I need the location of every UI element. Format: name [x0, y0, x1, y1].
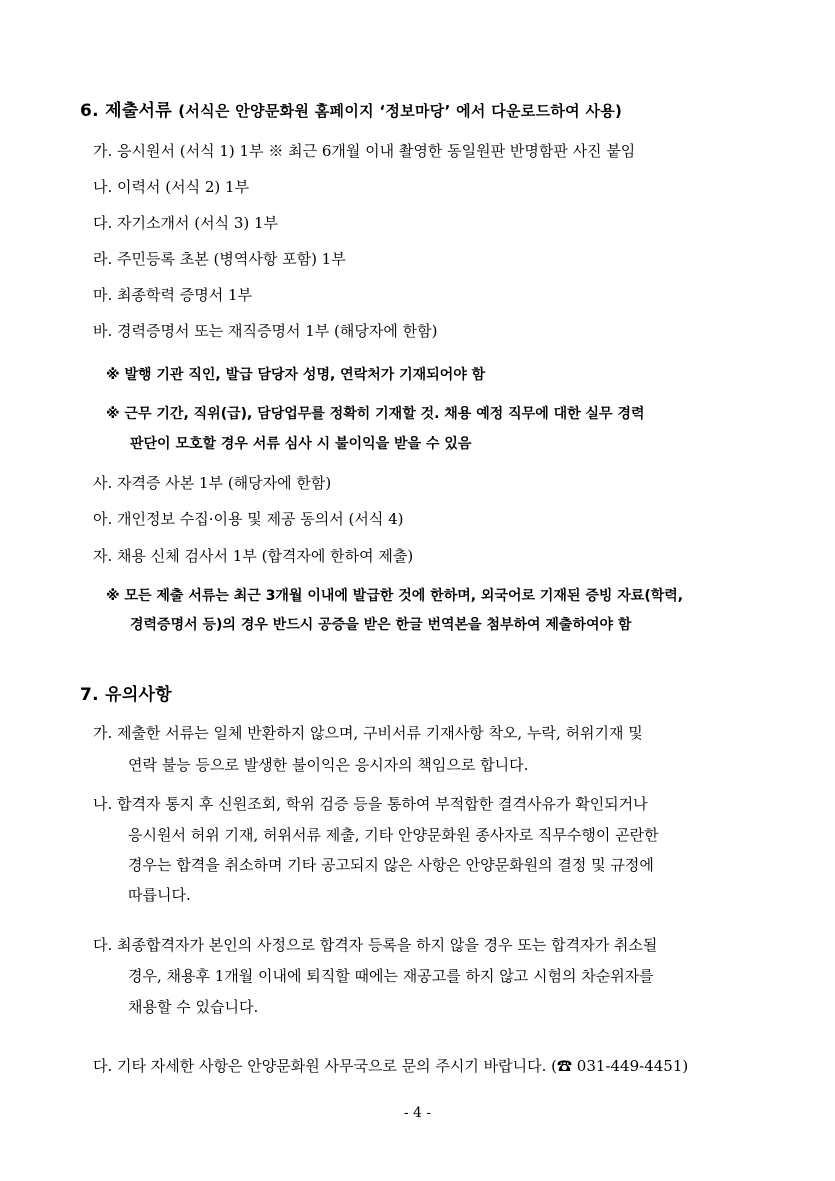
list-item: 나. 이력서 (서식 2) 1부: [93, 178, 250, 196]
section-7-heading: 7. 유의사항: [80, 685, 172, 705]
page-number: - 4 -: [403, 1105, 432, 1121]
list-item: 마. 최종학력 증명서 1부: [93, 286, 253, 304]
list-item: 자. 채용 신체 검사서 1부 (합격자에 한하여 제출): [93, 547, 414, 565]
list-item: 다. 자기소개서 (서식 3) 1부: [93, 214, 279, 232]
list-item: 바. 경력증명서 또는 재직증명서 1부 (해당자에 한함): [93, 322, 438, 340]
section-6-title: 6. 제출서류: [80, 101, 172, 121]
notice-contact: 다. 기타 자세한 사항은 안양문화원 사무국으로 문의 주시기 바랍니다. (☎ 031-449-4451): [93, 1057, 689, 1075]
note-career-line2: 판단이 모호할 경우 서류 심사 시 불이익을 받을 수 있음: [130, 436, 472, 452]
notice-na-line2: 응시원서 허위 기재, 허위서류 제출, 기타 안양문화원 종사자로 직무수행이 곤란한: [128, 826, 659, 844]
list-item: 아. 개인정보 수집·이용 및 제공 동의서 (서식 4): [93, 510, 404, 528]
list-item: 사. 자격증 사본 1부 (해당자에 한함): [93, 474, 332, 492]
note-documents-line1: ※ 모든 제출 서류는 최근 3개월 이내에 발급한 것에 한하며, 외국어로 기재된 증빙 자료(학력,: [106, 588, 684, 604]
notice-na-line3: 경우는 합격을 취소하며 기타 공고되지 않은 사항은 안양문화원의 결정 및 규정에: [128, 856, 654, 874]
note-career-line1: ※ 근무 기간, 직위(급), 담당업무를 정확히 기재할 것. 채용 예정 직무에 대한 실무 경력: [106, 406, 645, 422]
list-item: 가. 응시원서 (서식 1) 1부 ※ 최근 6개월 이내 촬영한 동일원판 반명함판 사진 붙임: [93, 142, 636, 160]
notice-da1-line2: 경우, 채용후 1개월 이내에 퇴직할 때에는 재공고를 하지 않고 시험의 차순위자를: [128, 967, 654, 985]
notice-da1-line1: 다. 최종합격자가 본인의 사정으로 합격자 등록을 하지 않을 경우 또는 합격자가 취소될: [93, 936, 658, 954]
notice-na-line4: 따릅니다.: [128, 886, 191, 904]
notice-ga-line2: 연락 불능 등으로 발생한 불이익은 응시자의 책임으로 합니다.: [128, 756, 529, 774]
note-issuer: ※ 발행 기관 직인, 발급 담당자 성명, 연락처가 기재되어야 함: [106, 367, 486, 383]
notice-na-line1: 나. 합격자 통지 후 신원조회, 학위 검증 등을 통하여 부적합한 결격사유가 확인되거나: [93, 795, 648, 813]
notice-ga-line1: 가. 제출한 서류는 일체 반환하지 않으며, 구비서류 기재사항 착오, 누락, 허위기재 및: [93, 724, 643, 742]
section-6-heading: [80, 96, 622, 121]
note-documents-line2: 경력증명서 등)의 경우 반드시 공증을 받은 한글 번역본을 첨부하여 제출하여야 함: [130, 617, 632, 633]
section-6-subtitle: (서식은 안양문화원 홈페이지 ‘정보마당’ 에서 다운로드하여 사용): [178, 102, 623, 120]
notice-da1-line3: 채용할 수 있습니다.: [128, 998, 259, 1016]
list-item: 라. 주민등록 초본 (병역사항 포함) 1부: [93, 250, 346, 268]
